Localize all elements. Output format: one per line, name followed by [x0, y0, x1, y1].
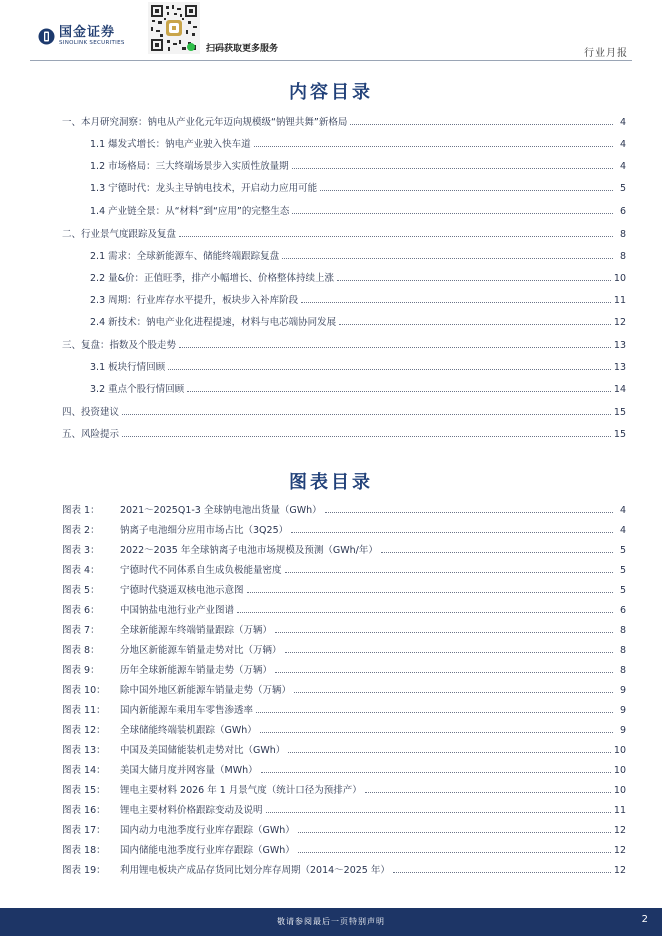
toc-entry[interactable]	[90, 158, 626, 172]
figure-label: 宁德时代不同体系自生成负极能量密度	[120, 565, 282, 576]
toc-entry-label: 五、风险提示	[62, 429, 120, 440]
toc-entry-page: 4	[619, 139, 626, 150]
figure-page: 4	[619, 525, 626, 536]
figure-leader-dots	[294, 683, 613, 693]
figure-number: 图表 17：	[62, 825, 106, 836]
figure-leader-dots	[266, 803, 611, 813]
qr-code-icon[interactable]	[148, 2, 200, 54]
figure-number: 图表 1：	[62, 505, 100, 516]
figure-label: 利用锂电板块产成品存货同比划分库存周期（2014～2025 年）	[120, 865, 390, 876]
toc-entry-page: 11	[613, 295, 626, 306]
figure-page: 11	[613, 805, 626, 816]
footer-disclaimer: 敬请参阅最后一页特别声明	[277, 917, 385, 926]
toc-entry-page: 6	[619, 206, 626, 217]
toc-entry-label: 二、行业景气度跟踪及复盘	[62, 229, 177, 240]
figure-label: 锂电主要材料 2026 年 1 月景气度（统计口径为预排产）	[120, 785, 362, 796]
figure-entry[interactable]	[62, 862, 626, 876]
figure-entry[interactable]	[62, 522, 626, 536]
figure-page: 8	[619, 625, 626, 636]
figure-entry[interactable]	[62, 802, 626, 816]
toc-leader-dots	[254, 137, 613, 147]
figure-leader-dots	[247, 583, 613, 593]
sinolink-logo-icon	[38, 28, 55, 45]
figure-label: 中国及美国储能装机走势对比（GWh）	[120, 745, 286, 756]
figure-label: 宁德时代骁遥双核电池示意图	[120, 585, 244, 596]
toc-entry[interactable]	[90, 292, 626, 306]
figure-leader-dots	[261, 763, 611, 773]
toc-entry-label: 2.1 需求：全球新能源车、储能终端跟踪复盘	[90, 251, 280, 262]
toc-entry-label: 一、本月研究洞察：钠电从产业化元年迈向规模级“钠锂共舞”新格局	[62, 117, 348, 128]
logo-en-text: SINOLINK SECURITIES	[59, 40, 125, 46]
toc-entry-label: 2.3 周期：行业库存水平提升，板块步入补库阶段	[90, 295, 299, 306]
figure-label: 2021～2025Q1-3 全球钠电池出货量（GWh）	[120, 505, 322, 516]
figure-entry[interactable]	[62, 562, 626, 576]
toc-entry-page: 15	[613, 407, 626, 418]
figure-number: 图表 12：	[62, 725, 106, 736]
toc-entry[interactable]	[90, 314, 626, 328]
figure-page: 6	[619, 605, 626, 616]
toc-entry-label: 四、投资建议	[62, 407, 120, 418]
figure-number: 图表 2：	[62, 525, 100, 536]
toc-leader-dots	[179, 227, 613, 237]
toc-entry-page: 12	[613, 317, 626, 328]
figure-page: 9	[619, 725, 626, 736]
figure-entry[interactable]	[62, 502, 626, 516]
figure-page: 5	[619, 585, 626, 596]
figure-page: 8	[619, 665, 626, 676]
figure-leader-dots	[260, 723, 613, 733]
toc-leader-dots	[282, 249, 613, 259]
figure-leader-dots	[285, 563, 613, 573]
logo-cn-text: 国金证券	[59, 25, 116, 40]
toc-entry[interactable]	[90, 359, 626, 373]
toc-entry[interactable]	[90, 180, 626, 194]
figure-entry[interactable]	[62, 762, 626, 776]
figure-number: 图表 3：	[62, 545, 100, 556]
figure-leader-dots	[285, 643, 613, 653]
figure-number: 图表 7：	[62, 625, 100, 636]
toc-entry[interactable]	[62, 226, 626, 240]
figure-leader-dots	[393, 863, 611, 873]
toc-entry-page: 4	[619, 161, 626, 172]
toc-entry-label: 三、复盘：指数及个股走势	[62, 340, 177, 351]
toc-entry-page: 4	[619, 117, 626, 128]
figure-number: 图表 13：	[62, 745, 106, 756]
figure-label: 全球储能终端装机跟踪（GWh）	[120, 725, 257, 736]
figure-leader-dots	[237, 603, 613, 613]
figure-entry[interactable]	[62, 842, 626, 856]
figure-label: 分地区新能源车销量走势对比（万辆）	[120, 645, 282, 656]
figure-label: 钠离子电池细分应用市场占比（3Q25）	[120, 525, 289, 536]
figure-entry[interactable]	[62, 622, 626, 636]
company-logo	[38, 26, 125, 47]
figure-label: 锂电主要材料价格跟踪变动及说明	[120, 805, 263, 816]
figure-number: 图表 4：	[62, 565, 100, 576]
figure-leader-dots	[275, 663, 613, 673]
figure-number: 图表 9：	[62, 665, 100, 676]
toc-entry-page: 14	[613, 384, 626, 395]
toc-entry-page: 5	[619, 183, 626, 194]
figure-page: 12	[613, 845, 626, 856]
figure-leader-dots	[298, 843, 611, 853]
toc-entry-label: 3.1 板块行情回顾	[90, 362, 166, 373]
toc-entry[interactable]	[62, 426, 626, 440]
figure-leader-dots	[298, 823, 611, 833]
toc-entry-label: 1.1 爆发式增长：钠电产业驶入快车道	[90, 139, 251, 150]
figure-number: 图表 19：	[62, 865, 106, 876]
toc-entry-page: 13	[613, 362, 626, 373]
toc-leader-dots	[122, 427, 611, 437]
figure-leader-dots	[256, 703, 613, 713]
scan-prompt-text: 扫码获取更多服务	[206, 44, 279, 54]
toc-entry-page: 15	[613, 429, 626, 440]
toc-entry[interactable]	[90, 270, 626, 284]
toc-leader-dots	[339, 315, 611, 325]
figure-number: 图表 10：	[62, 685, 106, 696]
figure-entry[interactable]	[62, 722, 626, 736]
toc-entry-label: 1.4 产业链全景：从“材料”到“应用”的完整生态	[90, 206, 290, 217]
toc-entry-label: 3.2 重点个股行情回顾	[90, 384, 185, 395]
figure-page: 10	[613, 745, 626, 756]
figure-number: 图表 5：	[62, 585, 100, 596]
toc-leader-dots	[187, 382, 611, 392]
figure-entry[interactable]	[62, 602, 626, 616]
toc-leader-dots	[179, 338, 611, 348]
figure-number: 图表 16：	[62, 805, 106, 816]
toc-entry-page: 8	[619, 251, 626, 262]
toc-entry-page: 8	[619, 229, 626, 240]
toc-leader-dots	[320, 181, 613, 191]
figure-entry[interactable]	[62, 542, 626, 556]
toc-entry[interactable]	[90, 136, 626, 150]
contents-title: 内容目录	[289, 82, 373, 103]
figure-entry[interactable]	[62, 822, 626, 836]
figures-title: 图表目录	[289, 472, 373, 493]
figure-entry[interactable]	[62, 682, 626, 696]
toc-leader-dots	[292, 204, 613, 214]
toc-entry[interactable]	[62, 404, 626, 418]
figure-page: 9	[619, 685, 626, 696]
toc-leader-dots	[337, 271, 611, 281]
toc-leader-dots	[350, 115, 613, 125]
toc-entry[interactable]	[90, 248, 626, 262]
figure-label: 2022～2035 年全球钠离子电池市场规模及预测（GWh/年）	[120, 545, 378, 556]
figure-page: 12	[613, 825, 626, 836]
figure-label: 国内新能源车乘用车零售渗透率	[120, 705, 254, 716]
figure-entry[interactable]	[62, 702, 626, 716]
figure-leader-dots	[288, 743, 611, 753]
toc-leader-dots	[122, 405, 611, 415]
figure-number: 图表 11：	[62, 705, 106, 716]
figure-number: 图表 6：	[62, 605, 100, 616]
toc-entry-label: 2.2 量&价：正值旺季，排产小幅增长、价格整体持续上涨	[90, 273, 335, 284]
figure-label: 全球新能源车终端销量跟踪（万辆）	[120, 625, 273, 636]
figure-entry[interactable]	[62, 782, 626, 796]
toc-entry[interactable]	[90, 203, 626, 217]
page-number: 2	[641, 914, 648, 925]
figure-label: 历年全球新能源车销量走势（万辆）	[120, 665, 273, 676]
figure-number: 图表 18：	[62, 845, 106, 856]
figure-page: 10	[613, 765, 626, 776]
figure-number: 图表 15：	[62, 785, 106, 796]
toc-entry[interactable]	[62, 114, 626, 128]
figure-leader-dots	[291, 523, 613, 533]
figure-page: 8	[619, 645, 626, 656]
toc-entry[interactable]	[90, 381, 626, 395]
toc-entry-page: 13	[613, 340, 626, 351]
figure-number: 图表 14：	[62, 765, 106, 776]
figure-label: 中国钠盐电池行业产业图谱	[120, 605, 235, 616]
report-type-label: 行业月报	[584, 48, 628, 59]
figure-leader-dots	[381, 543, 613, 553]
figure-entry[interactable]	[62, 582, 626, 596]
page-header	[0, 0, 662, 62]
toc-leader-dots	[168, 360, 611, 370]
figure-number: 图表 8：	[62, 645, 100, 656]
toc-entry-label: 1.2 市场格局：三大终端场景步入实质性放量期	[90, 161, 289, 172]
toc-entry[interactable]	[62, 337, 626, 351]
figure-label: 美国大储月度并网容量（MWh）	[120, 765, 258, 776]
figure-label: 国内储能电池季度行业库存跟踪（GWh）	[120, 845, 295, 856]
figure-leader-dots	[275, 623, 613, 633]
page-footer	[0, 908, 662, 936]
toc-entry-label: 1.3 宁德时代：龙头主导钠电技术，开启动力应用可能	[90, 183, 318, 194]
figure-entry[interactable]	[62, 642, 626, 656]
figure-page: 9	[619, 705, 626, 716]
header-divider	[30, 60, 632, 61]
figure-label: 除中国外地区新能源车销量走势（万辆）	[120, 685, 292, 696]
figure-entry[interactable]	[62, 742, 626, 756]
figure-leader-dots	[325, 503, 613, 513]
figure-label: 国内动力电池季度行业库存跟踪（GWh）	[120, 825, 295, 836]
figure-page: 5	[619, 545, 626, 556]
figure-entry[interactable]	[62, 662, 626, 676]
toc-entry-page: 10	[613, 273, 626, 284]
toc-leader-dots	[301, 293, 611, 303]
figure-leader-dots	[365, 783, 611, 793]
figure-page: 4	[619, 505, 626, 516]
toc-entry-label: 2.4 新技术：钠电产业化进程提速，材料与电芯端协同发展	[90, 317, 337, 328]
figure-page: 5	[619, 565, 626, 576]
figure-page: 12	[613, 865, 626, 876]
figure-page: 10	[613, 785, 626, 796]
toc-leader-dots	[292, 159, 613, 169]
